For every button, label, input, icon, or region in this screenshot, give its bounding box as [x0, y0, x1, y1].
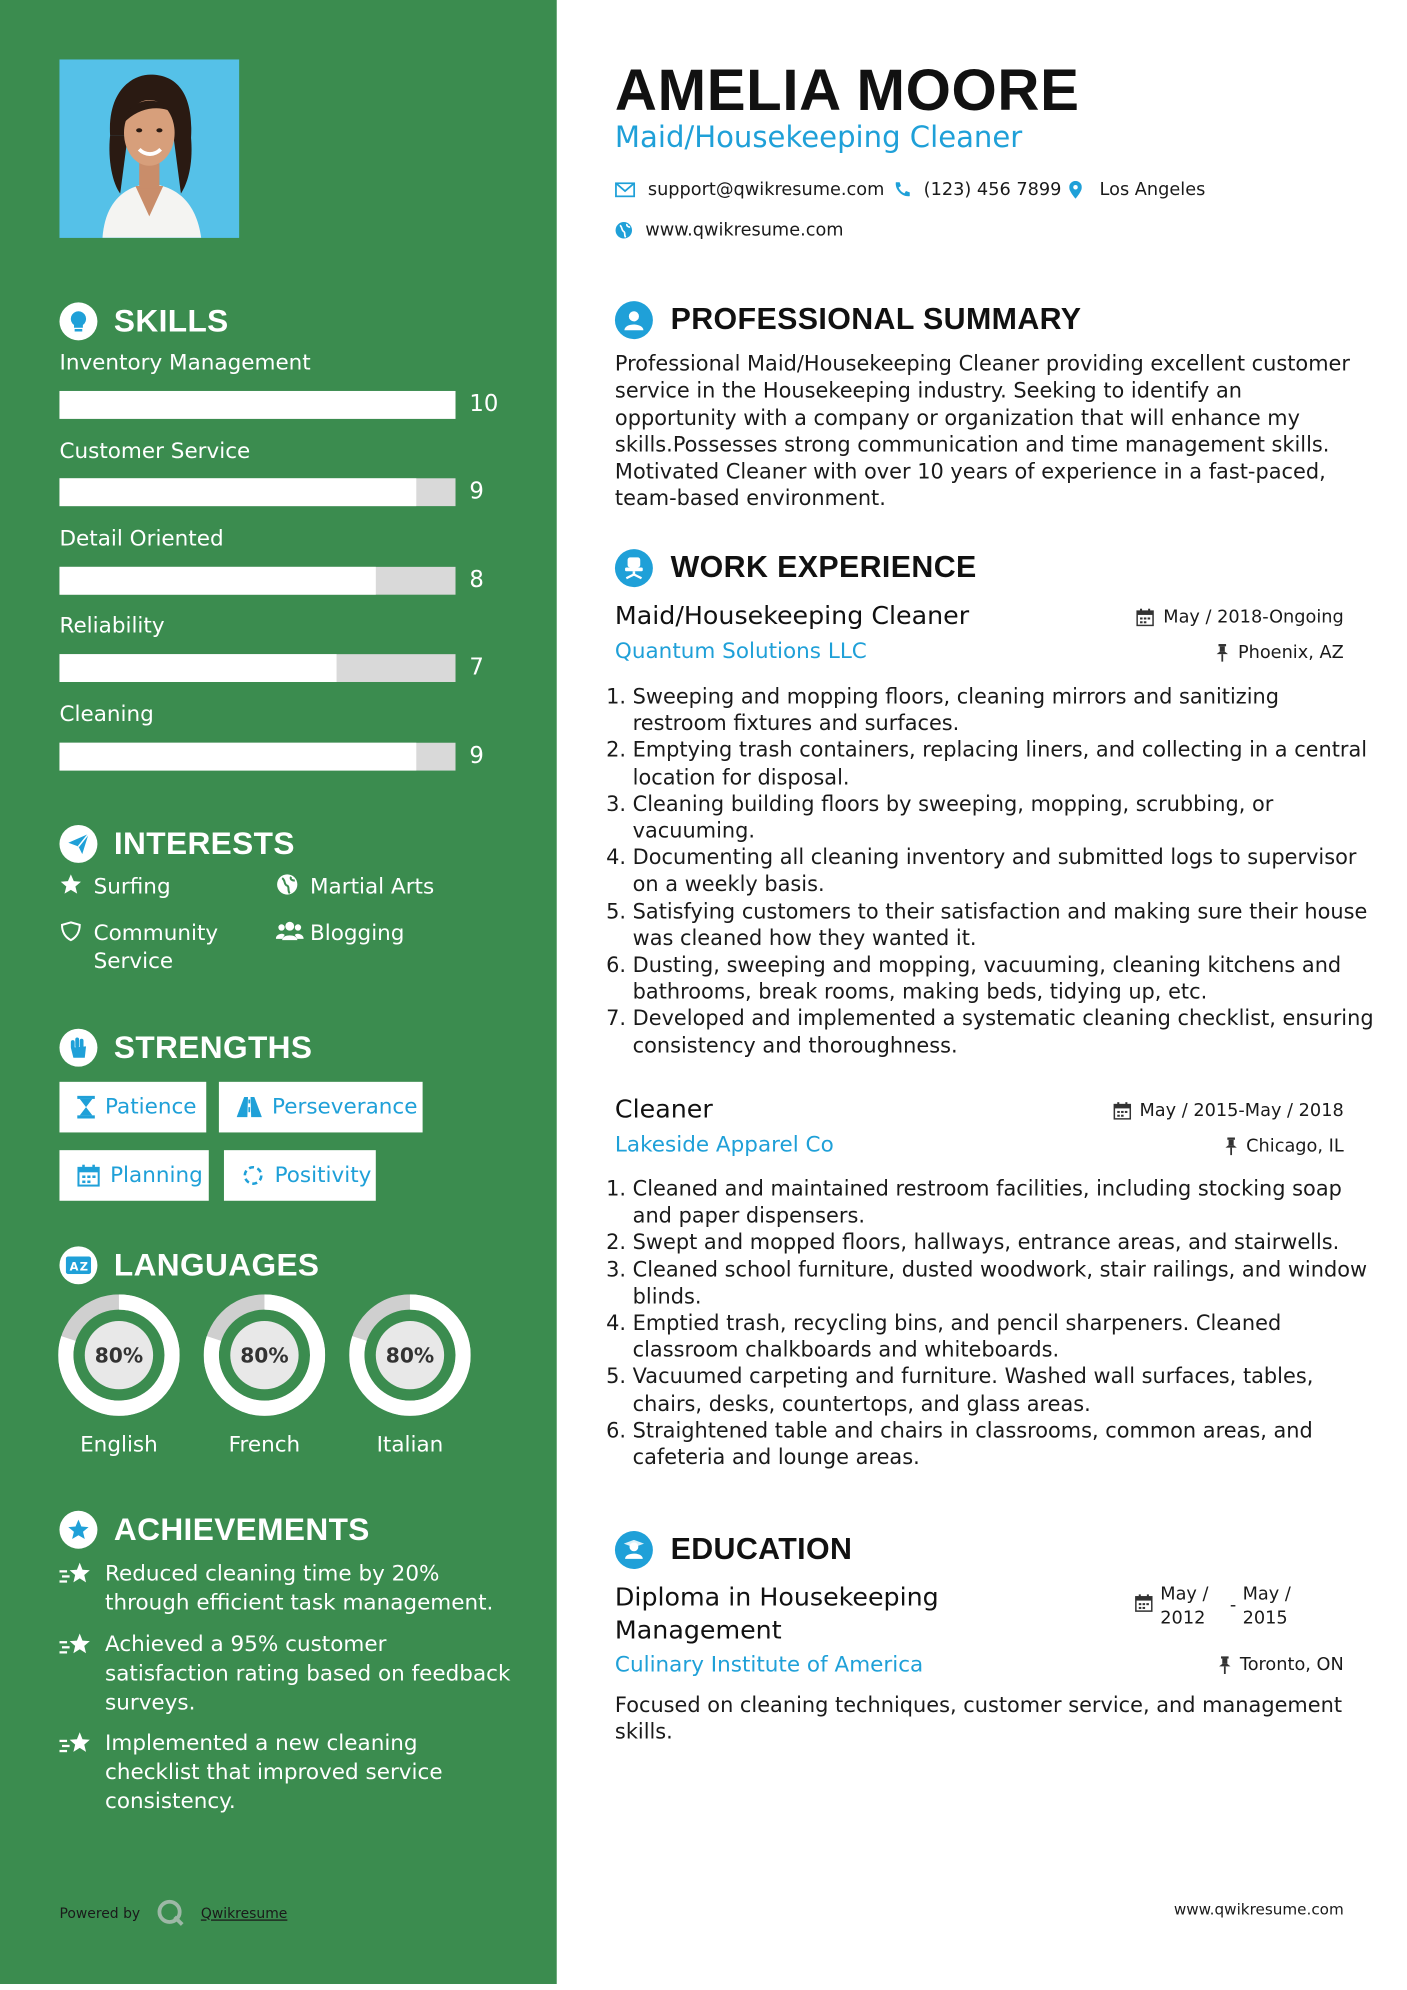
- office-chair-icon: [615, 549, 653, 587]
- summary-title: PROFESSIONAL SUMMARY: [670, 302, 1082, 337]
- star-icon: [59, 873, 82, 903]
- pushpin-icon: [1225, 1138, 1238, 1156]
- skill-bar: [59, 654, 455, 682]
- map-marker-icon: [1069, 181, 1082, 199]
- duty-item: 4. Documenting all cleaning inventory and submitted logs to supervisor on a weekly basis.: [633, 844, 1380, 898]
- education-location-text: Toronto, ON: [1239, 1655, 1344, 1676]
- phone-icon: [893, 181, 911, 199]
- globe-icon: [615, 221, 633, 239]
- duty-item: 3. Cleaning building floors by sweeping, mopping, scrubbing, or vacuuming.: [633, 791, 1380, 845]
- language-item: [349, 1294, 470, 1457]
- interest-item: [59, 873, 261, 903]
- job-location: [1225, 1136, 1344, 1156]
- calendar-icon: [77, 1164, 100, 1187]
- duty-item: 2. Emptying trash containers, replacing liners, and collecting in a central location for disposal.: [633, 737, 1380, 791]
- skill-value: 10: [469, 390, 499, 418]
- skills-heading: [59, 301, 228, 341]
- profile-photo: [59, 59, 239, 237]
- language-percent: 80%: [94, 1343, 144, 1368]
- achievement-text: Reduced cleaning time by 20% through efficient task management.: [105, 1561, 494, 1616]
- languages-heading: [59, 1245, 319, 1285]
- job-location-text: Chicago, IL: [1246, 1136, 1344, 1157]
- powered-by: [59, 1898, 287, 1928]
- skill-bar-fill: [59, 567, 376, 595]
- language-ring: [58, 1294, 179, 1415]
- globe-icon: [276, 873, 299, 903]
- user-icon: [615, 301, 653, 339]
- language-ring: [204, 1294, 325, 1415]
- date-separator: -: [1229, 1595, 1237, 1616]
- job-location: [1216, 643, 1343, 663]
- skill-bar: [59, 567, 455, 595]
- job-location-text: Phoenix, AZ: [1237, 642, 1344, 664]
- education-dates: [1135, 1583, 1306, 1631]
- duty-item: 2. Swept and mopped floors, hallways, entrance areas, and stairwells.: [633, 1229, 1380, 1256]
- candidate-name: AMELIA MOORE: [614, 56, 1080, 123]
- skill-bar-fill: [59, 391, 455, 419]
- language-percent: 80%: [385, 1343, 435, 1368]
- education-end: May / 2015: [1242, 1584, 1291, 1629]
- road-icon: [237, 1097, 262, 1117]
- achievements-heading: [59, 1510, 369, 1550]
- duty-item: 6. Dusting, sweeping and mopping, vacuuming, cleaning kitchens and bathrooms, break rooms, making beds, tidying up, etc.: [633, 952, 1380, 1006]
- language-item: [204, 1294, 325, 1457]
- education-location: [1218, 1655, 1343, 1675]
- duty-item: 5. Satisfying customers to their satisfaction and making sure their house was cleaned how they wanted it.: [633, 898, 1380, 952]
- job-dates: [1137, 607, 1344, 627]
- calendar-icon: [1135, 1594, 1153, 1612]
- job-dates: [1113, 1101, 1344, 1121]
- svg-text:Z: Z: [79, 1259, 88, 1274]
- language-percent: 80%: [240, 1343, 289, 1368]
- achievements-title: ACHIEVEMENTS: [113, 1511, 370, 1547]
- skill-value: 9: [469, 478, 484, 505]
- summary-heading: [615, 300, 1082, 340]
- skill-bar-fill: [59, 654, 336, 682]
- contact-phone: [893, 180, 1061, 200]
- language-item: [58, 1294, 179, 1457]
- shooting-star-icon: [59, 1560, 94, 1618]
- qwikresume-logo-icon: [155, 1898, 185, 1928]
- duty-item: 7. Developed and implemented a systematic cleaning checklist, ensuring consistency and thoroughness.: [633, 1005, 1380, 1059]
- contact-location: [1069, 180, 1205, 200]
- pushpin-icon: [1216, 644, 1229, 662]
- hourglass-icon: [77, 1096, 95, 1119]
- duty-item: 6. Straightened table and chairs in classrooms, common areas, and cafeteria and lounge areas.: [633, 1417, 1380, 1471]
- strengths-title: STRENGTHS: [113, 1029, 313, 1065]
- achievement-item: [59, 1730, 515, 1817]
- school-name: Culinary Institute of America: [614, 1652, 924, 1678]
- duty-item: 1. Cleaned and maintained restroom facilities, including stocking soap and paper dispensers.: [633, 1175, 1380, 1229]
- location-text: Los Angeles: [1099, 179, 1206, 200]
- achievement-item: [59, 1560, 515, 1618]
- skill-label: Customer Service: [59, 439, 251, 465]
- skill-bar-fill: [59, 478, 415, 506]
- achievement-item: [59, 1631, 515, 1718]
- education-title: EDUCATION: [670, 1532, 853, 1567]
- language-ring: [349, 1294, 470, 1415]
- duty-item: 5. Vacuumed carpeting and furniture. Washed wall surfaces, tables, chairs, desks, countertops, and glass areas.: [633, 1363, 1380, 1417]
- strength-label: Planning: [110, 1162, 203, 1189]
- skill-value: 8: [469, 566, 484, 594]
- strength-chip: [59, 1150, 208, 1201]
- shield-icon: [59, 920, 82, 950]
- star-badge-icon: [59, 1511, 97, 1549]
- qwikresume-link[interactable]: Qwikresume: [200, 1904, 288, 1922]
- skill-value: 7: [469, 654, 484, 681]
- language-name: French: [228, 1432, 301, 1458]
- calendar-icon: [1113, 1102, 1131, 1120]
- job-title: Cleaner: [614, 1093, 713, 1124]
- skill-label: Detail Oriented: [59, 526, 224, 552]
- achievement-text: Achieved a 95% customer satisfaction rating based on feedback surveys.: [105, 1632, 511, 1716]
- skill-value: 9: [469, 742, 484, 770]
- company-name: Lakeside Apparel Co: [614, 1132, 834, 1158]
- language-name: English: [80, 1432, 158, 1458]
- powered-by-label: Powered by: [59, 1904, 141, 1922]
- language-name: Italian: [376, 1432, 444, 1458]
- paper-plane-icon: [59, 825, 97, 863]
- svg-text:A: A: [69, 1259, 79, 1274]
- shooting-star-icon: [59, 1631, 94, 1718]
- interest-label: Community Service: [93, 921, 219, 975]
- footer-website[interactable]: www.qwikresume.com: [1173, 1900, 1344, 1919]
- sidebar: [0, 0, 557, 1984]
- experience-heading: [615, 548, 977, 588]
- fist-icon: [59, 1029, 97, 1067]
- skill-label: Inventory Management: [59, 350, 311, 376]
- shooting-star-icon: [59, 1730, 94, 1817]
- duty-item: 1. Sweeping and mopping floors, cleaning mirrors and sanitizing restroom fixtures and surfaces.: [633, 683, 1380, 737]
- education-start: May / 2012: [1160, 1584, 1209, 1629]
- skill-bar: [59, 743, 455, 771]
- skill-bar-fill: [59, 743, 415, 771]
- achievement-text: Implemented a new cleaning checklist that improved service consistency.: [105, 1730, 443, 1815]
- degree-title: Diploma in Housekeeping Management: [614, 1581, 939, 1645]
- pushpin-icon: [1218, 1656, 1231, 1674]
- job-title: Maid/Housekeeping Cleaner: [614, 599, 970, 631]
- contact-email: [615, 180, 884, 200]
- skill-bar: [59, 391, 455, 419]
- interest-label: Martial Arts: [309, 874, 435, 900]
- interest-label: Surfing: [93, 874, 171, 900]
- contact-website: [615, 220, 844, 240]
- summary-text: Professional Maid/Housekeeping Cleaner providing excellent customer service in the Housekeeping industry. Seeking to identify an opportunity with a company or organization that will enhance my skills.Possesses strong communication and time management skills. Motivated Cleaner with over 10 years of experience in a fast-paced, team-based environment.: [614, 351, 1350, 511]
- strength-chip: [224, 1150, 376, 1201]
- skills-title: SKILLS: [113, 303, 229, 339]
- job-duties-list: [615, 1175, 1379, 1470]
- job-dates-text: May / 2015-May / 2018: [1139, 1100, 1344, 1122]
- company-name: Quantum Solutions LLC: [614, 638, 867, 665]
- language-icon: [59, 1246, 97, 1284]
- interest-label: Blogging: [309, 921, 405, 947]
- interest-item: [276, 920, 504, 950]
- job-duties-list: [615, 683, 1379, 1059]
- circle-notch-icon: [242, 1164, 265, 1187]
- job-dates-text: May / 2018-Ongoing: [1163, 607, 1344, 628]
- duty-item: 4. Emptied trash, recycling bins, and pencil sharpeners. Cleaned classroom chalkboards and whiteboards.: [633, 1310, 1380, 1364]
- experience-title: WORK EXPERIENCE: [670, 550, 977, 585]
- phone-text[interactable]: (123) 456 7899: [923, 179, 1062, 200]
- interest-item: [59, 920, 261, 976]
- candidate-title: Maid/Housekeeping Cleaner: [614, 121, 1023, 155]
- education-heading: [615, 1530, 852, 1570]
- languages-title: LANGUAGES: [113, 1246, 320, 1283]
- strength-label: Positivity: [274, 1162, 372, 1189]
- strength-label: Patience: [105, 1094, 197, 1120]
- users-icon: [276, 920, 299, 950]
- education-description: Focused on cleaning techniques, customer service, and management skills.: [614, 1692, 1343, 1744]
- duty-item: 3. Cleaned school furniture, dusted woodwork, stair railings, and window blinds.: [633, 1256, 1380, 1310]
- interests-heading: [59, 824, 294, 864]
- interest-item: [276, 873, 504, 903]
- skill-label: Reliability: [59, 613, 165, 639]
- strength-chip: [219, 1082, 423, 1133]
- strength-label: Perseverance: [272, 1094, 418, 1120]
- envelope-icon: [615, 182, 635, 197]
- website-text[interactable]: www.qwikresume.com: [645, 220, 844, 241]
- skill-label: Cleaning: [59, 702, 154, 728]
- strengths-heading: [59, 1027, 312, 1067]
- skill-bar: [59, 478, 455, 506]
- lightbulb-icon: [59, 302, 97, 340]
- interests-title: INTERESTS: [113, 825, 295, 862]
- strength-chip: [59, 1082, 206, 1133]
- graduation-icon: [615, 1531, 653, 1569]
- email-text[interactable]: support@qwikresume.com: [647, 179, 885, 200]
- calendar-icon: [1137, 609, 1155, 627]
